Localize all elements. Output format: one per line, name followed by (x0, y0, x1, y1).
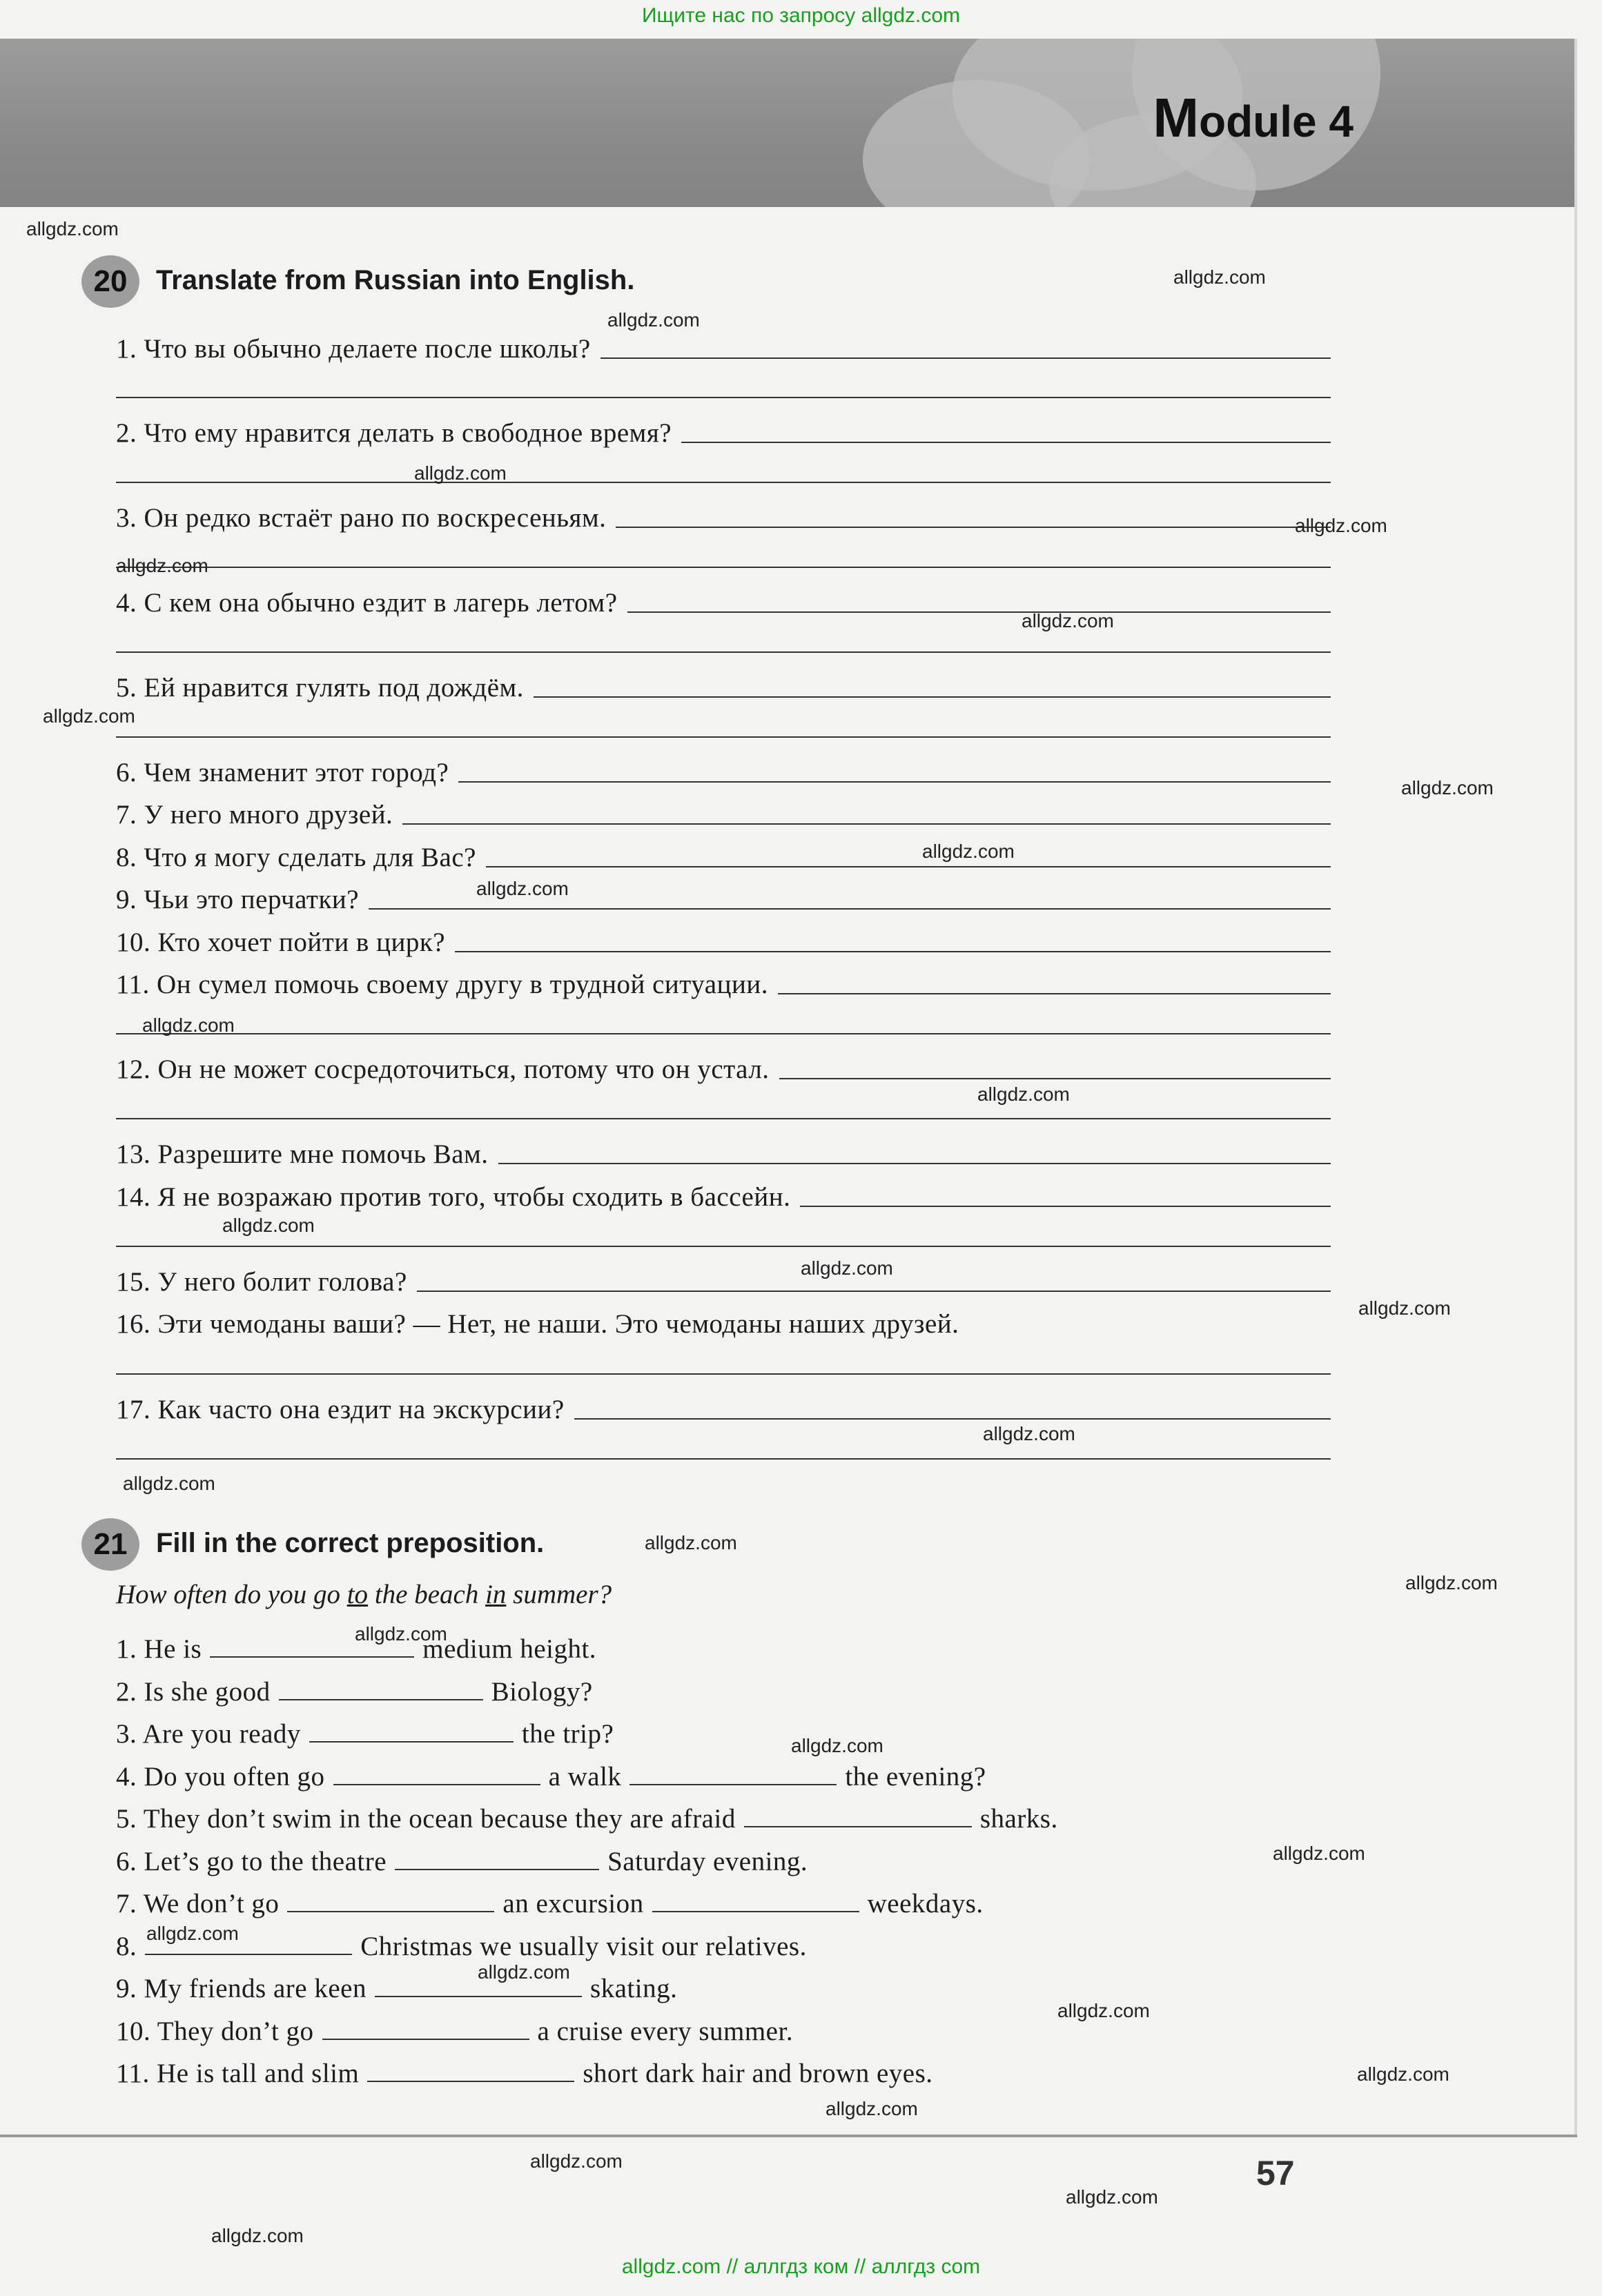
answer-line[interactable] (116, 482, 1331, 483)
watermark: allgdz.com (414, 462, 507, 484)
top-promo-note: Ищите нас по запросу allgdz.com (641, 4, 961, 27)
watermark: allgdz.com (142, 1014, 235, 1036)
translate-item-4[interactable]: 4. С кем она обычно ездит в лагерь летом? (116, 584, 1331, 618)
exercise-number-badge: 20 (81, 255, 139, 308)
fill-item-6[interactable]: 6. Let’s go to the theatre Saturday evening. (116, 1847, 808, 1876)
watermark: allgdz.com (1358, 1297, 1451, 1319)
page-edge (1574, 39, 1577, 2137)
watermark: allgdz.com (146, 1923, 239, 1944)
watermark: allgdz.com (607, 309, 700, 331)
translate-item-2[interactable]: 2. Что ему нравится делать в свободное время? (116, 414, 1331, 449)
translate-item-3[interactable]: 3. Он редко встаёт рано по воскресеньям. (116, 499, 1331, 533)
fill-item-5[interactable]: 5. They don’t swim in the ocean because they are afraid sharks. (116, 1804, 1058, 1834)
translate-item-13[interactable]: 13. Разрешите мне помочь Вам. (116, 1135, 1331, 1170)
example-sentence: How often do you go to the beach in summer? (116, 1580, 612, 1609)
translate-item-15[interactable]: 15. У него болит голова? (116, 1263, 1331, 1297)
footer-rule (0, 2135, 1577, 2137)
translate-item-9[interactable]: 9. Чьи это перчатки? (116, 881, 1331, 915)
watermark: allgdz.com (476, 878, 569, 899)
answer-line[interactable] (116, 1458, 1331, 1460)
answer-line[interactable] (116, 1246, 1331, 1247)
watermark: allgdz.com (826, 2098, 918, 2119)
watermark: allgdz.com (222, 1215, 315, 1236)
exercise-number-badge: 21 (81, 1518, 139, 1571)
answer-line[interactable] (116, 1033, 1331, 1034)
watermark: allgdz.com (791, 1735, 883, 1756)
translate-item-17[interactable]: 17. Как часто она ездит на экскурсии? (116, 1391, 1331, 1425)
watermark: allgdz.com (1173, 266, 1266, 288)
fill-item-8[interactable]: 8. Christmas we usually visit our relatives. (116, 1932, 807, 1961)
fill-item-2[interactable]: 2. Is she good Biology? (116, 1677, 593, 1707)
watermark: allgdz.com (1401, 777, 1494, 798)
watermark: allgdz.com (530, 2150, 623, 2172)
watermark: allgdz.com (1066, 2186, 1158, 2208)
translate-item-14[interactable]: 14. Я не возражаю против того, чтобы сходить в бассейн. (116, 1178, 1331, 1213)
watermark: allgdz.com (1357, 2063, 1449, 2085)
watermark: allgdz.com (1405, 1572, 1498, 1593)
page-number: 57 (1256, 2154, 1295, 2192)
watermark: allgdz.com (983, 1423, 1075, 1444)
translate-item-10[interactable]: 10. Кто хочет пойти в цирк? (116, 923, 1331, 958)
translate-item-8[interactable]: 8. Что я могу сделать для Вас? (116, 838, 1331, 873)
fill-item-3[interactable]: 3. Are you ready the trip? (116, 1719, 614, 1749)
watermark: allgdz.com (355, 1623, 447, 1645)
watermark: allgdz.com (1057, 2000, 1150, 2021)
exercise-title: Fill in the correct preposition. (156, 1528, 545, 1558)
fill-item-9[interactable]: 9. My friends are keen skating. (116, 1974, 678, 2003)
answer-line[interactable] (116, 567, 1331, 568)
watermark: allgdz.com (1295, 515, 1387, 536)
watermark: allgdz.com (26, 218, 119, 239)
fill-item-7[interactable]: 7. We don’t go an excursion weekdays. (116, 1889, 984, 1919)
fill-item-1[interactable]: 1. He is medium height. (116, 1634, 597, 1664)
fill-item-4[interactable]: 4. Do you often go a walk the evening? (116, 1762, 986, 1792)
answer-line[interactable] (116, 1373, 1331, 1375)
watermark: allgdz.com (123, 1473, 215, 1494)
fill-item-11[interactable]: 11. He is tall and slim short dark hair and brown eyes. (116, 2059, 933, 2088)
watermark: allgdz.com (922, 841, 1015, 862)
watermark: allgdz.com (1022, 610, 1114, 631)
translate-item-7[interactable]: 7. У него много друзей. (116, 796, 1331, 830)
bottom-promo-note: allgdz.com // аллгдз ком // аллгдз com (621, 2255, 981, 2278)
translate-item-11[interactable]: 11. Он сумел помочь своему другу в трудной ситуации. (116, 965, 1331, 1000)
watermark: allgdz.com (645, 1532, 737, 1553)
translate-item-6[interactable]: 6. Чем знаменит этот город? (116, 754, 1331, 788)
answer-line[interactable] (116, 651, 1331, 653)
answer-line[interactable] (116, 1118, 1331, 1119)
watermark: allgdz.com (478, 1961, 570, 1983)
translate-item-16[interactable]: 16. Эти чемоданы ваши? — Нет, не наши. Это чемоданы наших друзей. (116, 1309, 959, 1339)
answer-line[interactable] (116, 397, 1331, 398)
watermark: allgdz.com (801, 1257, 893, 1279)
exercise-title: Translate from Russian into English. (156, 265, 635, 295)
watermark: allgdz.com (1273, 1843, 1365, 1864)
translate-item-5[interactable]: 5. Ей нравится гулять под дождём. (116, 669, 1331, 703)
translate-item-12[interactable]: 12. Он не может сосредоточиться, потому что он устал. (116, 1050, 1331, 1085)
module-title: Module 4 (1153, 87, 1354, 148)
watermark: allgdz.com (211, 2225, 304, 2246)
watermark: allgdz.com (43, 705, 135, 727)
answer-line[interactable] (116, 736, 1331, 738)
fill-item-10[interactable]: 10. They don’t go a cruise every summer. (116, 2017, 794, 2046)
translate-item-1[interactable]: 1. Что вы обычно делаете после школы? (116, 330, 1331, 364)
watermark: allgdz.com (977, 1083, 1070, 1105)
watermark: allgdz.com (116, 555, 208, 576)
